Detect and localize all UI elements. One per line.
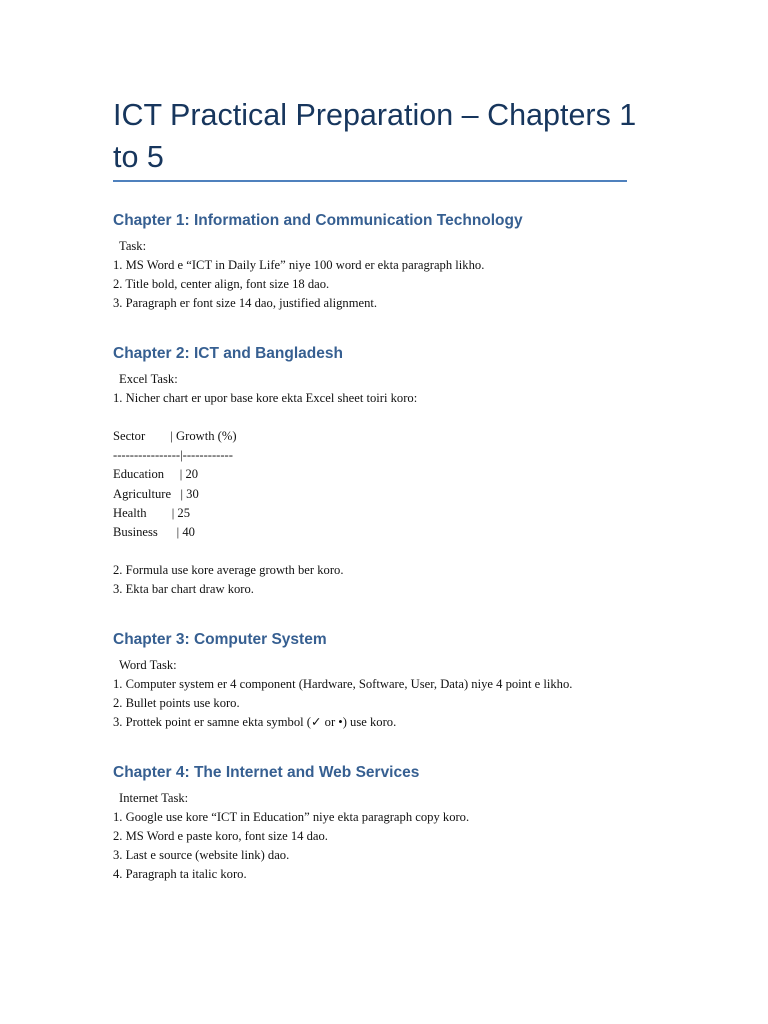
- chapter-1-item: 3. Paragraph er font size 14 dao, justified alignment.: [113, 296, 378, 311]
- chapter-4-item: 2. MS Word e paste koro, font size 14 dao.: [113, 829, 328, 844]
- chapter-3-task-label: Word Task:: [119, 658, 177, 672]
- chapter-2-body: [113, 370, 417, 599]
- chapter-4-body: [113, 789, 469, 884]
- spacer: [113, 542, 417, 561]
- chapter-1-item: 1. MS Word e “ICT in Daily Life” niye 100 word er ekta paragraph likho.: [113, 258, 485, 273]
- chapter-3-heading: Chapter 3: Computer System: [113, 631, 327, 648]
- title-underline: [113, 180, 627, 182]
- chapter-3-item: 1. Computer system er 4 component (Hardware, Software, User, Data) niye 4 point e likho.: [113, 677, 573, 692]
- chapter-4-item: 3. Last e source (website link) dao.: [113, 848, 290, 863]
- chapter-2-table-line: Health | 25: [113, 505, 191, 520]
- chapter-2-table-line: Education | 20: [113, 467, 199, 482]
- chapter-2-table-line: Agriculture | 30: [113, 486, 199, 501]
- chapter-3-item: 3. Prottek point er samne ekta symbol (✓ or •) use koro.: [113, 715, 397, 730]
- chapter-2-table-line: Business | 40: [113, 524, 195, 539]
- chapter-2-table-line: Sector | Growth (%): [113, 429, 237, 444]
- chapter-1-heading: Chapter 1: Information and Communication Technology: [113, 212, 523, 229]
- chapter-2-task-label: Excel Task:: [119, 372, 178, 386]
- chapter-4-heading: Chapter 4: The Internet and Web Services: [113, 764, 420, 781]
- chapter-3-item: 2. Bullet points use koro.: [113, 696, 240, 711]
- document-title: ICT Practical Preparation – Chapters 1 to 5: [113, 98, 637, 174]
- chapter-1-body: [113, 237, 484, 313]
- chapter-3-body: [113, 656, 572, 732]
- chapter-2-item: 3. Ekta bar chart draw koro.: [113, 582, 254, 597]
- chapter-4-task-label: Internet Task:: [119, 791, 189, 805]
- chapter-2-intro: 1. Nicher chart er upor base kore ekta Excel sheet toiri koro:: [113, 391, 418, 406]
- chapter-2-item: 2. Formula use kore average growth ber koro.: [113, 562, 344, 577]
- chapter-2-table-line: ----------------|------------: [113, 448, 233, 463]
- chapter-4-item: 1. Google use kore “ICT in Education” niye ekta paragraph copy koro.: [113, 810, 470, 825]
- chapter-1-task-label: Task:: [119, 239, 147, 253]
- chapter-1-item: 2. Title bold, center align, font size 18 dao.: [113, 277, 330, 292]
- chapter-4-item: 4. Paragraph ta italic koro.: [113, 867, 247, 882]
- chapter-2-heading: Chapter 2: ICT and Bangladesh: [113, 345, 343, 362]
- spacer: [113, 408, 417, 427]
